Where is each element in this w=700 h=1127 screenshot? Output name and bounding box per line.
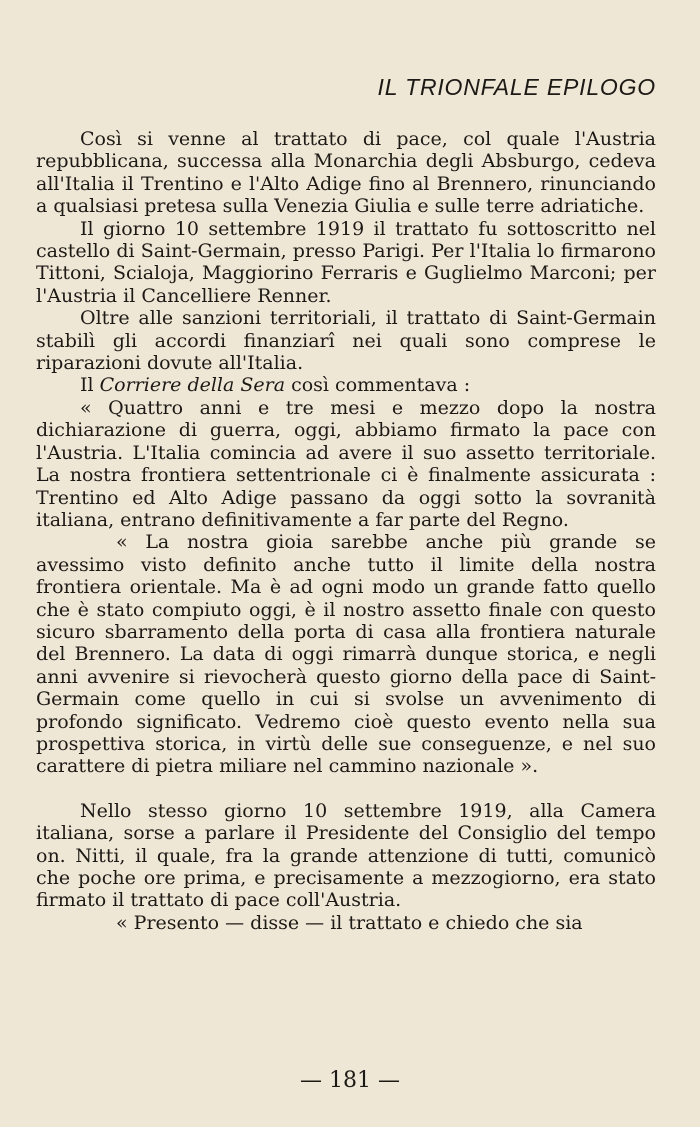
quote-paragraph: « La nostra gioia sarebbe anche più grande se avessimo visto definito anche tutto il limite della nostra frontiera orientale. Ma è ad ogni modo un grande fatto quello che è stato compiuto oggi, è il nostro assetto finale con questo sicuro sbarramento della porta di casa alla frontiera naturale del Brennero. La data di oggi rimarrà dunque storica, e negli anni avvenire si rievocherà questo giorno della pace di Saint-Germain come quello in cui si svolse un avvenimento di profondo significato. Vedremo cioè questo evento nella sua prospettiva storica, in virtù delle sue conseguenze, e nel suo carattere di pietra miliare nel cammino nazionale ». — [36, 531, 656, 778]
quote-paragraph: « Quattro anni e tre mesi e mezzo dopo la nostra dichiarazione di guerra, oggi, abbiamo firmato la pace con l'Austria. L'Italia comincia ad avere il suo assetto territoriale. La nostra frontiera settentrionale ci è finalmente assicurata : Trentino ed Alto Adige passano da oggi sotto la sovranità italiana, entrano definitivamente a far parte del Regno. — [36, 396, 656, 531]
paragraph: Il giorno 10 settembre 1919 il trattato fu sottoscritto nel castello di Saint-Germain, presso Parigi. Per l'Italia lo firmarono Tittoni, Scialoja, Maggiorino Ferraris e Guglielmo Marconi; per l'Austria il Cancelliere Renner. — [36, 217, 656, 307]
paragraph: Oltre alle sanzioni territoriali, il trattato di Saint-Germain stabilì gli accordi finanziarî nei quali sono comprese le riparazioni dovute all'Italia. — [36, 307, 656, 375]
running-header: IL TRIONFALE EPILOGO — [377, 74, 656, 100]
quote-paragraph: « Presento — disse — il trattato e chiedo che sia — [116, 911, 583, 934]
paragraph: Nello stesso giorno 10 settembre 1919, alla Camera italiana, sorse a parlare il Presidente del Consiglio del tempo on. Nitti, il quale, fra la grande attenzione di tutti, comunicò che poche ore prima, e precisamente a mezzogiorno, era stato firmato il trattato di pace coll'Austria. — [36, 799, 656, 912]
page-body — [36, 128, 656, 934]
paragraph: Così si venne al trattato di pace, col quale l'Austria repubblicana, successa alla Monarchia degli Absburgo, cedeva all'Italia il Trentino e l'Alto Adige fino al Brennero, rinunciando a qualsiasi pretesa sulla Venezia Giulia e sulle terre adriatiche. — [36, 128, 656, 218]
paragraph-text: così commentava : — [285, 374, 471, 397]
newspaper-title: Corriere della Sera — [99, 374, 286, 397]
page-number: — 181 — — [300, 1068, 400, 1093]
paragraph — [36, 374, 656, 396]
paragraph-text: Il — [80, 374, 100, 397]
